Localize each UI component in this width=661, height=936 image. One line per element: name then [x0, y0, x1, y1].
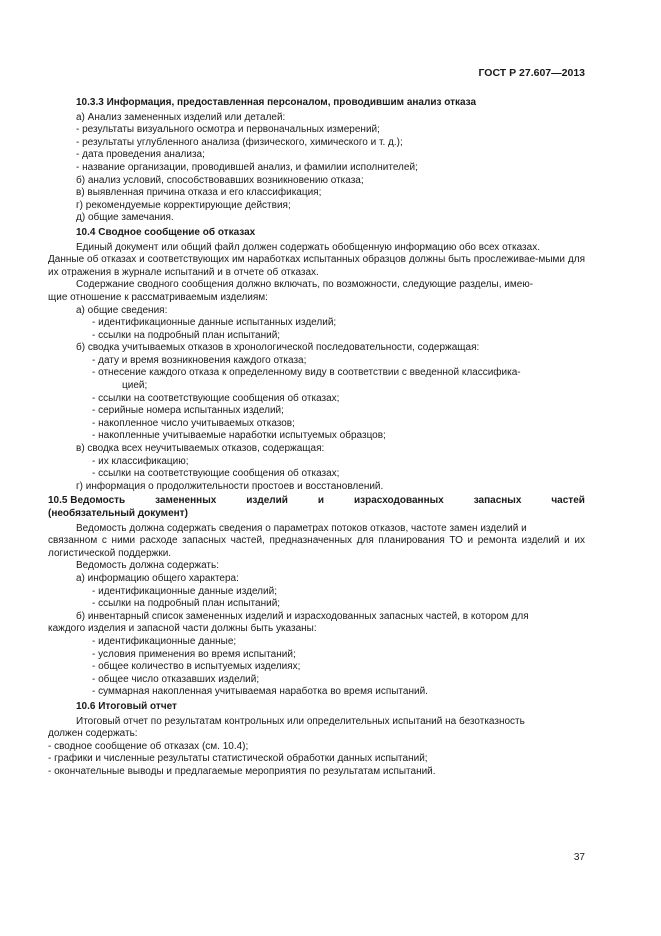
list-item: - накопленное число учитываемых отказов;	[92, 417, 295, 429]
list-item: - окончательные выводы и предлагаемые мероприятия по результатам испытаний.	[48, 765, 436, 777]
page-content	[48, 95, 585, 778]
paragraph-first-line: Единый документ или общий файл должен содержать обобщенную информацию обо всех отказах.	[76, 241, 540, 253]
section-10-3-3-title: 10.3.3 Информация, предоставленная персоналом, проводившим анализ отказа	[76, 97, 477, 108]
list-item: г) рекомендуемые корректирующие действия;	[76, 199, 291, 211]
list-item: г) информация о продолжительности простоев и восстановлений.	[76, 480, 384, 492]
paragraph-first-line: Содержание сводного сообщения должно включать, по возможности, следующие разделы, имею-	[76, 279, 534, 291]
list-item: - результаты углубленного анализа (физического, химического и т. д.);	[76, 136, 403, 148]
document-code: ГОСТ Р 27.607—2013	[478, 67, 585, 79]
list-item: - название организации, проводившей анализ, и фамилии исполнителей;	[76, 161, 418, 173]
list-item: - дату и время возникновения каждого отказа;	[92, 354, 307, 366]
paragraph-continuation: должен содержать:	[48, 728, 138, 740]
paragraph-continuation: щие отношение к рассматриваемым изделиям:	[48, 291, 268, 303]
paragraph-first-line: Итоговый отчет по результатам контрольных или определительных испытаний на безотказность	[76, 715, 525, 727]
paragraph-continuation: Данные об отказах и соответствующих им наработках испытанных образцов должны быть прослеживае-мыми для их отражения в журнале испытаний и в отчете об отказах.	[48, 254, 585, 278]
list-item: - общее число отказавших изделий;	[92, 673, 260, 685]
list-item: - условия применения во время испытаний;	[92, 648, 296, 660]
list-item: - графики и численные результаты статистической обработки данных испытаний;	[48, 753, 428, 765]
section-10-5-title: 10.5 Ведомость замененных изделий и израсходованных запасных частей (необязательный документ)	[48, 495, 585, 519]
list-item: - ссылки на подробный план испытаний;	[92, 598, 281, 610]
list-item: в) сводка всех неучитываемых отказов, содержащая:	[76, 443, 325, 455]
paragraph-continuation: связанном с ними расходе запасных частей, предназначенных для планирования ТО и ремонта изделий и их логистической поддержки.	[48, 535, 585, 559]
list-item-wrap: цией;	[122, 380, 148, 392]
section-10-4-title: 10.4 Сводное сообщение об отказах	[76, 226, 256, 238]
list-item: - серийные номера испытанных изделий;	[92, 405, 284, 417]
paragraph-first-line: Ведомость должна содержать сведения о параметрах потоков отказов, частоте замен изделий и	[76, 522, 527, 534]
list-item: - ссылки на соответствующие сообщения об отказах;	[92, 392, 340, 404]
summary-list	[48, 741, 585, 779]
paragraph-continuation: каждого изделия и запасной части должны быть указаны:	[48, 623, 317, 635]
list-item: - отнесение каждого отказа к определенному виду в соответствии с введенной классифика-	[92, 367, 521, 379]
list-item: - результаты визуального осмотра и первоначальных измерений;	[76, 124, 380, 136]
section-10-6-title: 10.6 Итоговый отчет	[76, 700, 177, 712]
list-item: - дата проведения анализа;	[76, 149, 205, 161]
list-item: - ссылки на подробный план испытаний;	[92, 329, 281, 341]
list-item: - накопленные учитываемые наработки испытуемых образцов;	[92, 430, 386, 442]
list-item: б) анализ условий, способствовавших возникновению отказа;	[76, 174, 364, 186]
list-item: а) общие сведения:	[76, 304, 168, 316]
paragraph: Ведомость должна содержать:	[76, 560, 219, 572]
list-item: в) выявленная причина отказа и его классификация;	[76, 187, 322, 199]
list-item: - общее количество в испытуемых изделиях;	[92, 661, 301, 673]
section-10-3-3-list	[76, 112, 585, 225]
list-item: - идентификационные данные изделий;	[92, 585, 277, 597]
list-item: б) инвентарный список замененных изделий и израсходованных запасных частей, в котором для	[76, 610, 529, 622]
list-item: - ссылки на соответствующие сообщения об отказах;	[92, 468, 340, 480]
list-item: б) сводка учитываемых отказов в хронологической последовательности, содержащая:	[76, 342, 480, 354]
list-item: - их классификацию;	[92, 455, 189, 467]
list-item: а) информацию общего характера:	[76, 572, 239, 584]
list-item: а) Анализ замененных изделий или деталей:	[76, 111, 286, 123]
list-item: д) общие замечания.	[76, 212, 174, 224]
list-item: - идентификационные данные;	[92, 635, 237, 647]
page-number: 37	[573, 852, 585, 863]
list-item: - сводное сообщение об отказах (см. 10.4);	[48, 740, 249, 752]
list-item: - идентификационные данные испытанных изделий;	[92, 317, 337, 329]
list-item: - суммарная накопленная учитываемая наработка во время испытаний.	[92, 686, 428, 698]
